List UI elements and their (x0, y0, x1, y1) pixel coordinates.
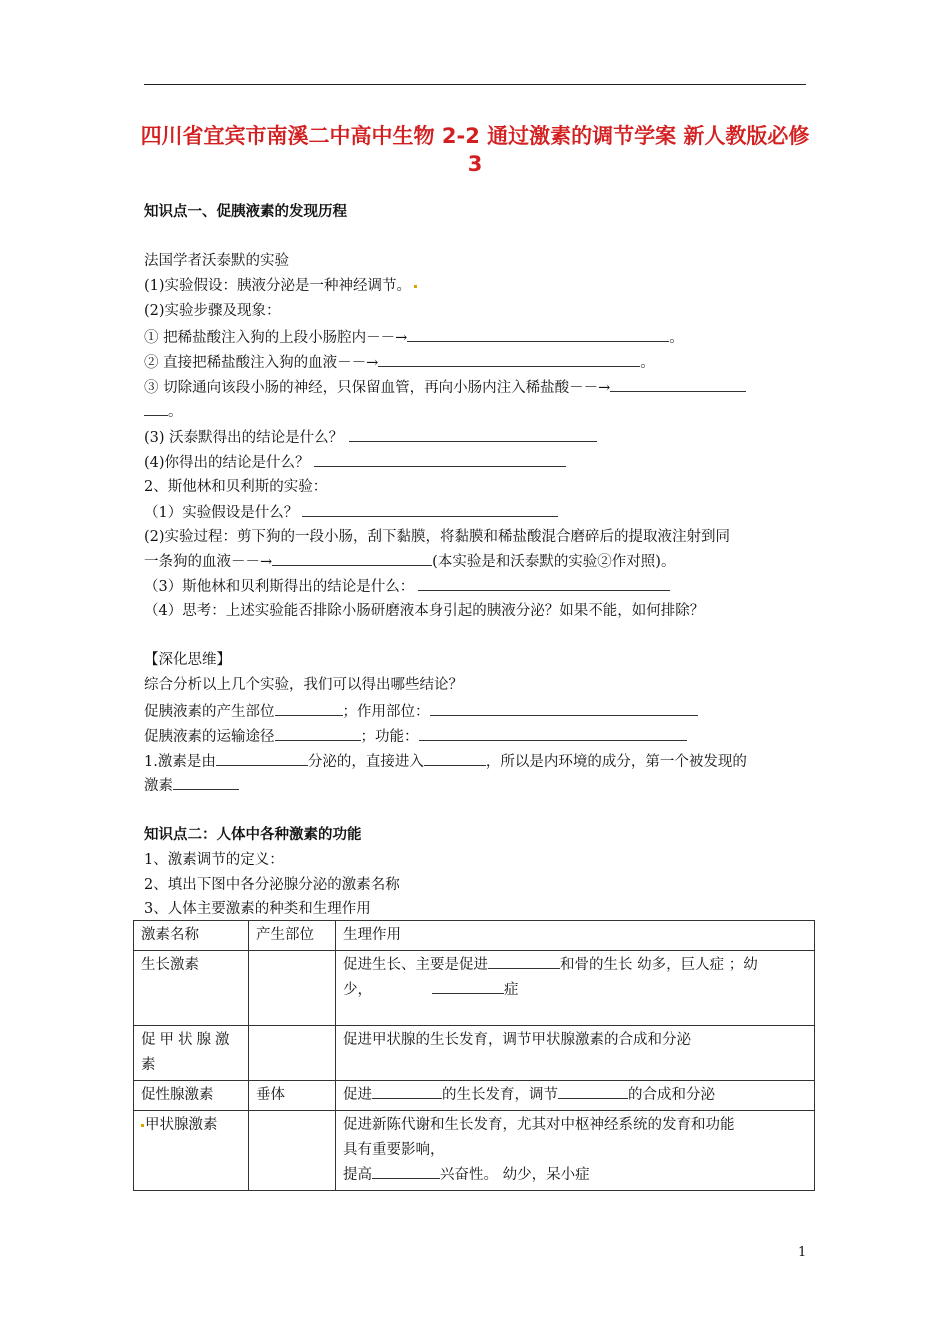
question-3: (3) 沃泰默得出的结论是什么？ (144, 427, 597, 448)
step-3: ③ 切除通向该段小肠的神经，只保留血管，再向小肠内注入稀盐酸－－→ (144, 377, 746, 398)
answer-blank[interactable] (430, 701, 698, 716)
table-header-cell: 产生部位 (249, 921, 336, 951)
deep-line-4: 激素 (144, 775, 239, 796)
experiment1-title: 法国学者沃泰默的实验 (144, 253, 289, 269)
hormone-function: 促进生长、主要是促进 和骨的生长 幼多，巨人症 ；幼 少， 症 (336, 951, 815, 1026)
deep-line-2: 促胰液素的运输途径 ；功能： (144, 726, 687, 747)
hormone-table (133, 920, 815, 1191)
mark-dot (141, 1124, 144, 1127)
answer-blank[interactable] (610, 377, 746, 392)
experiment2-think: （4）思考：上述实验能否排除小肠研磨液本身引起的胰液分泌？如果不能，如何排除？ (144, 603, 705, 619)
step-3-cont: 。 (144, 401, 183, 422)
answer-blank[interactable] (275, 726, 361, 741)
deep-heading: 【深化思维】 (144, 652, 231, 668)
page-number: 1 (798, 1245, 807, 1260)
experiment2-process: (2)实验过程：剪下狗的一段小肠，刮下黏膜，将黏膜和稀盐酸混合磨碎后的提取液注射到同 (144, 529, 731, 545)
hormone-name: 生长激素 (134, 951, 249, 1026)
answer-blank[interactable] (173, 775, 239, 790)
deep-line-3: 1.激素是由 分泌的，直接进入 ，所以是内环境的成分，第一个被发现的 (144, 751, 747, 772)
hormone-place (249, 1111, 336, 1191)
step-1: ① 把稀盐酸注入狗的上段小肠腔内－－→ 。 (144, 327, 684, 348)
document-title: 四川省宜宾市南溪二中高中生物 2-2 通过激素的调节学案 新人教版必修3 (140, 124, 810, 176)
answer-blank[interactable] (349, 427, 597, 442)
answer-blank[interactable] (558, 1084, 628, 1099)
answer-blank[interactable] (372, 1084, 442, 1099)
hormone-place (249, 1026, 336, 1081)
deep-question: 综合分析以上几个实验，我们可以得出哪些结论？ (144, 677, 463, 693)
table-row (134, 1026, 815, 1081)
answer-blank[interactable] (314, 452, 566, 467)
section2-heading: 知识点二：人体中各种激素的功能 (144, 827, 362, 843)
answer-blank[interactable] (418, 576, 670, 591)
answer-blank[interactable] (275, 701, 343, 716)
section1-heading: 知识点一、促胰液素的发现历程 (144, 204, 347, 220)
answer-blank[interactable] (216, 751, 308, 766)
table-header-cell: 生理作用 (336, 921, 815, 951)
hormone-name: 甲状腺激素 (134, 1111, 249, 1191)
section2-item-2: 2、填出下图中各分泌腺分泌的激素名称 (144, 877, 400, 893)
answer-blank[interactable] (302, 502, 558, 517)
section2-item-1: 1、激素调节的定义： (144, 852, 284, 868)
experiment2-process-cont: 一条狗的血液－－→ (本实验是和沃泰默的实验②作对照)。 (144, 551, 675, 572)
section2-item-3: 3、人体主要激素的种类和生理作用 (144, 901, 371, 917)
hormone-place: 垂体 (249, 1081, 336, 1111)
step-2: ② 直接把稀盐酸注入狗的血液－－→ 。 (144, 352, 655, 373)
answer-blank[interactable] (488, 954, 560, 969)
answer-blank[interactable] (424, 751, 486, 766)
answer-blank[interactable] (432, 979, 504, 994)
answer-blank[interactable] (144, 401, 168, 416)
hormone-name: 促甲状腺激素 (134, 1026, 249, 1081)
deep-line-1: 促胰液素的产生部位 ；作用部位： (144, 701, 698, 722)
hormone-place (249, 951, 336, 1026)
header-rule (144, 84, 806, 85)
experiment1-steps: (2)实验步骤及现象： (144, 303, 281, 319)
table-row (134, 1111, 815, 1191)
hormone-function: 促进甲状腺的生长发育，调节甲状腺激素的合成和分泌 (336, 1026, 815, 1081)
table-header-cell: 激素名称 (134, 921, 249, 951)
hormone-function: 促进新陈代谢和生长发育，尤其对中枢神经系统的发育和功能 具有重要影响， 提高 兴奋性。 幼少，呆小症 (336, 1111, 815, 1191)
experiment1-hypothesis: (1)实验假设：胰液分泌是一种神经调节。 (144, 276, 417, 296)
experiment2-hypothesis: （1）实验假设是什么？ (144, 502, 558, 523)
experiment2-title: 2、斯他林和贝利斯的实验： (144, 479, 328, 495)
mark-dot (414, 285, 417, 288)
answer-blank[interactable] (272, 551, 432, 566)
answer-blank[interactable] (407, 327, 669, 342)
experiment2-conclusion: （3）斯他林和贝利斯得出的结论是什么： (144, 576, 670, 597)
answer-blank[interactable] (372, 1164, 440, 1179)
question-4: (4)你得出的结论是什么？ (144, 452, 566, 473)
table-header-row (134, 921, 815, 951)
hormone-name: 促性腺激素 (134, 1081, 249, 1111)
answer-blank[interactable] (419, 726, 687, 741)
table-row (134, 951, 815, 1026)
answer-blank[interactable] (378, 352, 640, 367)
hormone-function: 促进 的生长发育，调节 的合成和分泌 (336, 1081, 815, 1111)
table-row (134, 1081, 815, 1111)
